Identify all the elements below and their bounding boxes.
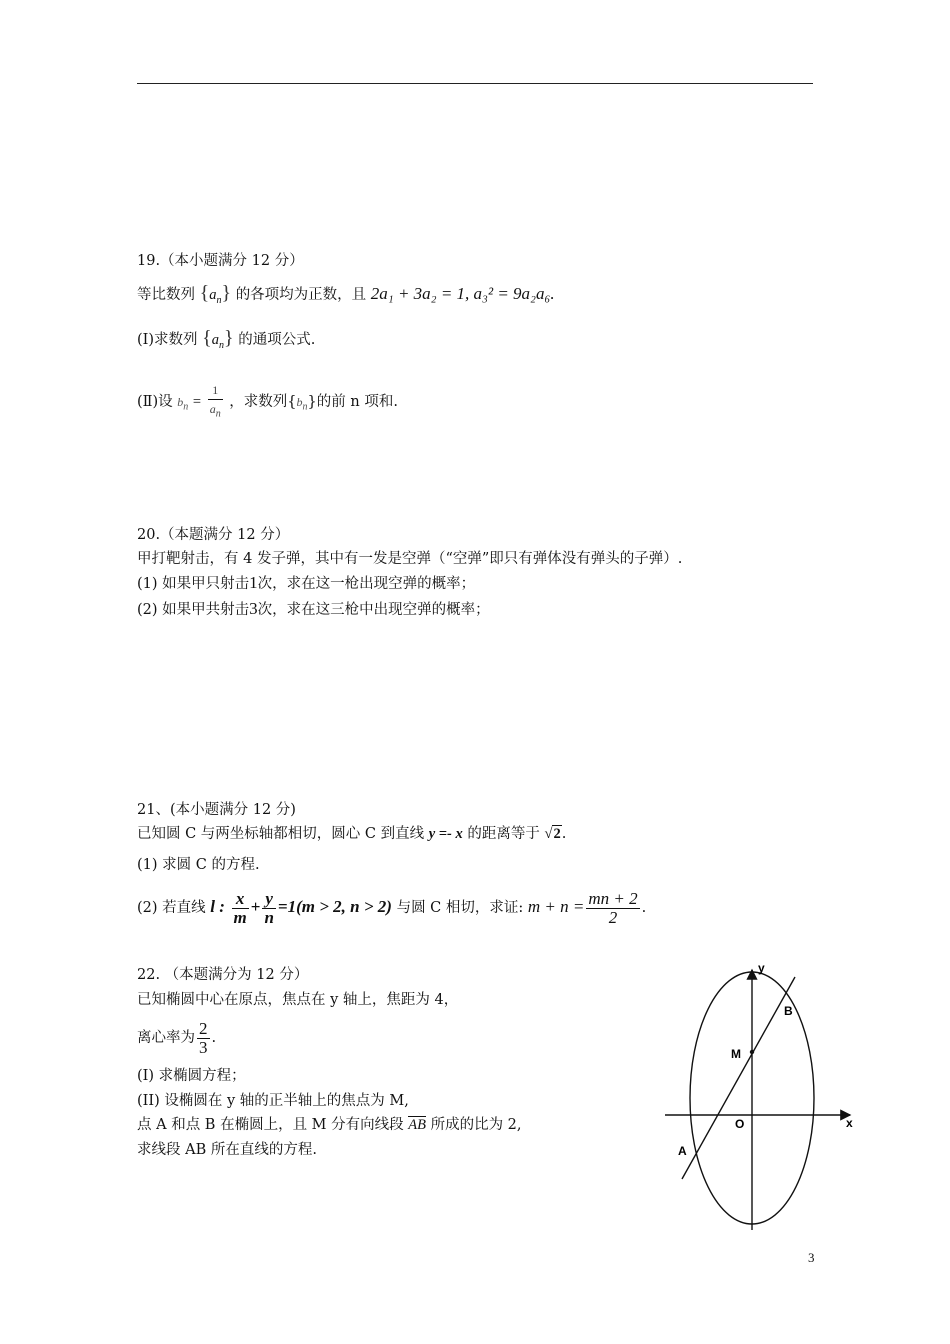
- left-brace: {: [202, 327, 212, 349]
- q22-part1: (I) 求椭圆方程；: [137, 1068, 246, 1084]
- q19-part1: [137, 328, 315, 356]
- q20-title: 20.（本题满分 12 分）: [137, 527, 290, 543]
- right-brace: }: [221, 282, 232, 304]
- ecc-num: 2: [199, 1018, 208, 1038]
- q19-stem-a: 等比数列: [137, 287, 195, 303]
- line-condition: =1(m > 2, n > 2): [277, 897, 392, 916]
- q21-part1: (1) 求圆 C 的方程.: [137, 857, 260, 873]
- q19-p1-b: 的通项公式.: [238, 332, 316, 348]
- bn: [177, 395, 189, 413]
- y-axis-label: y: [758, 961, 765, 975]
- plus-sign: +: [250, 897, 261, 916]
- frac-den-var: a: [209, 402, 216, 416]
- q20-part1: [137, 573, 475, 594]
- q19-condition: 2a₁ + 3a₂ = 1, a₃² = 9a₂a₆.: [370, 284, 555, 303]
- q21-stem-a: 已知圆 C 与两坐标轴都相切，圆心 C 到直线: [137, 826, 425, 842]
- proof-rhs: [586, 890, 639, 927]
- left-brace: {: [199, 282, 210, 304]
- rhs-den: 2: [608, 907, 618, 927]
- point-b-label: B: [784, 1004, 793, 1018]
- bn-sub: n: [302, 401, 308, 413]
- seq-an: [211, 332, 225, 351]
- frac-den: [208, 400, 223, 423]
- point-a-label: A: [678, 1144, 687, 1158]
- point-m-label: M: [731, 1047, 741, 1061]
- origin-label: O: [735, 1117, 745, 1131]
- q20-p2-a: (2) 如果甲共射击: [137, 602, 250, 618]
- bn-eq: =: [192, 394, 202, 411]
- frac-den-sub: n: [215, 408, 221, 420]
- page-number: 3: [808, 1250, 815, 1265]
- q20-p1-n: 1: [249, 573, 258, 592]
- q22-ecc-b: .: [211, 1030, 217, 1046]
- q20-p1-b: 次，求在这一枪出现空弹的概率；: [257, 576, 476, 592]
- q19-p2-c: }的前 n 项和.: [307, 394, 398, 411]
- x-num: x: [232, 890, 249, 909]
- chord-ab: [682, 977, 795, 1179]
- q21-p2-b: 与圆 C 相切，求证:: [396, 900, 524, 916]
- rhs-num: mn + 2: [588, 888, 638, 908]
- q19-stem-b: 的各项均为正数，且: [235, 287, 367, 303]
- q20-p2-n: 3: [249, 599, 258, 618]
- line-equation: y =- x: [428, 826, 463, 842]
- q20-p2-b: 次，求在这三枪中出现空弹的概率；: [257, 602, 490, 618]
- q21-end: .: [641, 900, 647, 916]
- q21-title: 21、(本小题满分 12 分): [137, 802, 296, 818]
- seq-an-sub: n: [216, 294, 222, 306]
- q21-stem-b: 的距离等于: [467, 826, 540, 842]
- q21-stem-c: .: [561, 826, 567, 842]
- q19-part2: [137, 381, 398, 423]
- frac-num: 1: [208, 381, 223, 400]
- q19-p1-a: (Ⅰ)求数列: [137, 332, 198, 348]
- bn-var: b: [177, 395, 184, 410]
- q20-part2: [137, 599, 490, 620]
- header-rule: [137, 83, 813, 84]
- focus-point-m: [750, 1050, 754, 1054]
- sqrt-2: √2: [544, 826, 561, 842]
- ecc-fraction: [197, 1020, 210, 1057]
- seq-an-sub: n: [219, 339, 225, 351]
- y-num: y: [262, 890, 275, 909]
- q19-title: 19.（本小题满分 12 分）: [137, 253, 304, 269]
- right-brace: }: [224, 327, 234, 349]
- q22-p2-c: 所成的比为 2,: [430, 1117, 522, 1133]
- q19-p2-b: ，求数列{: [229, 394, 297, 411]
- q22-ecc-a: 离心率为: [137, 1030, 195, 1046]
- l-label: l :: [210, 897, 225, 916]
- ecc-den: 3: [199, 1037, 208, 1057]
- m-den: m: [233, 907, 247, 927]
- q22-stem: 已知椭圆中心在原点，焦点在 y 轴上，焦距为 4，: [137, 992, 459, 1008]
- q20-stem: 甲打靶射击，有 4 发子弹，其中有一发是空弹（“空弹”即只有弹体没有弹头的子弹）.: [137, 551, 683, 567]
- q22-title: 22. （本题满分为 12 分）: [137, 967, 309, 983]
- bn-var: b: [296, 395, 303, 410]
- q22-p2-b: 点 A 和点 B 在椭圆上，且 M 分有向线段: [137, 1117, 404, 1133]
- seq-an-var: a: [209, 287, 217, 303]
- ellipse-figure: [660, 955, 860, 1235]
- bn: [296, 395, 308, 413]
- x-axis-label: x: [846, 1116, 853, 1130]
- y-over-n: [262, 890, 275, 927]
- q19-stem: [137, 283, 555, 311]
- q22-part2-a: (II) 设椭圆在 y 轴的正半轴上的焦点为 M,: [137, 1093, 409, 1109]
- bn-sub: n: [183, 401, 189, 413]
- q22-eccentricity: [137, 1018, 216, 1058]
- x-over-m: [232, 890, 249, 927]
- fraction-1-over-an: [208, 381, 223, 423]
- q21-p2-a: (2) 若直线: [137, 900, 206, 916]
- n-den: n: [264, 907, 274, 927]
- q21-part2: [137, 887, 646, 928]
- q19-p2-a: (Ⅱ)设: [137, 394, 173, 411]
- proof-lhs: m + n =: [527, 897, 585, 916]
- seq-an: [209, 287, 222, 306]
- q22-part2-d: 求线段 AB 所在直线的方程.: [137, 1142, 317, 1158]
- vector-ab: AB: [408, 1117, 426, 1133]
- q22-part2-b: [137, 1115, 522, 1135]
- sqrt-radicand: 2: [553, 826, 561, 842]
- seq-an-var: a: [211, 332, 220, 348]
- q20-p1-a: (1) 如果甲只射击: [137, 576, 250, 592]
- q21-stem: [137, 824, 566, 844]
